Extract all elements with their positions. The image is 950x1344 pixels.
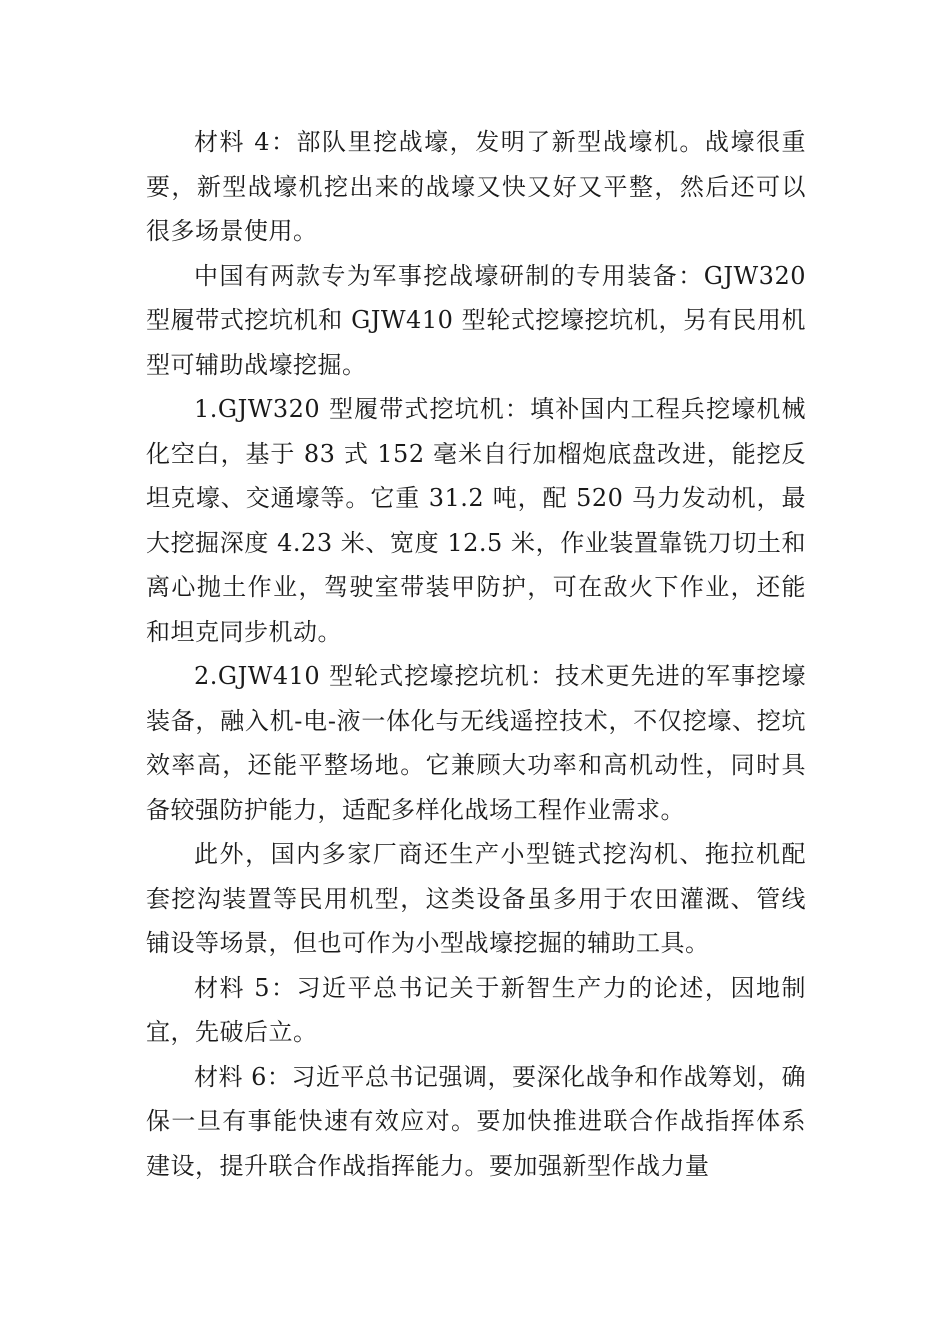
paragraph-material-4: 材料 4：部队里挖战壕，发明了新型战壕机。战壕很重要，新型战壕机挖出来的战壕又快又好又平整，然后还可以很多场景使用。 <box>146 128 806 245</box>
paragraph-civilian-machines: 此外，国内多家厂商还生产小型链式挖沟机、拖拉机配套挖沟装置等民用机型，这类设备虽多用于农田灌溉、管线铺设等场景，但也可作为小型战壕挖掘的辅助工具。 <box>146 840 806 957</box>
paragraph-gjw320: 1.GJW320 型履带式挖坑机：填补国内工程兵挖壕机械化空白，基于 83 式 152 毫米自行加榴炮底盘改进，能挖反坦克壕、交通壕等。它重 31.2 吨，配 520 马力发动机，最大挖掘深度 4.23 米、宽度 12.5 米，作业装置靠铣刀切土和离心抛土作业，驾驶室带装甲防护，可在敌火下作业，还能和坦克同步机动。 <box>146 395 806 646</box>
paragraph-material-6: 材料 6：习近平总书记强调，要深化战争和作战筹划，确保一旦有事能快速有效应对。要加快推进联合作战指挥体系建设，提升联合作战指挥能力。要加强新型作战力量 <box>146 1062 806 1180</box>
document-body <box>146 120 806 1188</box>
paragraph-gjw410: 2.GJW410 型轮式挖壕挖坑机：技术更先进的军事挖壕装备，融入机-电-液一体化与无线遥控技术，不仅挖壕、挖坑效率高，还能平整场地。它兼顾大功率和高机动性，同时具备较强防护能力，适配多样化战场工程作业需求。 <box>146 662 806 824</box>
paragraph-equipment-intro: 中国有两款专为军事挖战壕研制的专用装备：GJW320 型履带式挖坑机和 GJW410 型轮式挖壕挖坑机，另有民用机型可辅助战壕挖掘。 <box>146 261 806 379</box>
paragraph-material-5: 材料 5：习近平总书记关于新智生产力的论述，因地制宜，先破后立。 <box>146 973 806 1046</box>
